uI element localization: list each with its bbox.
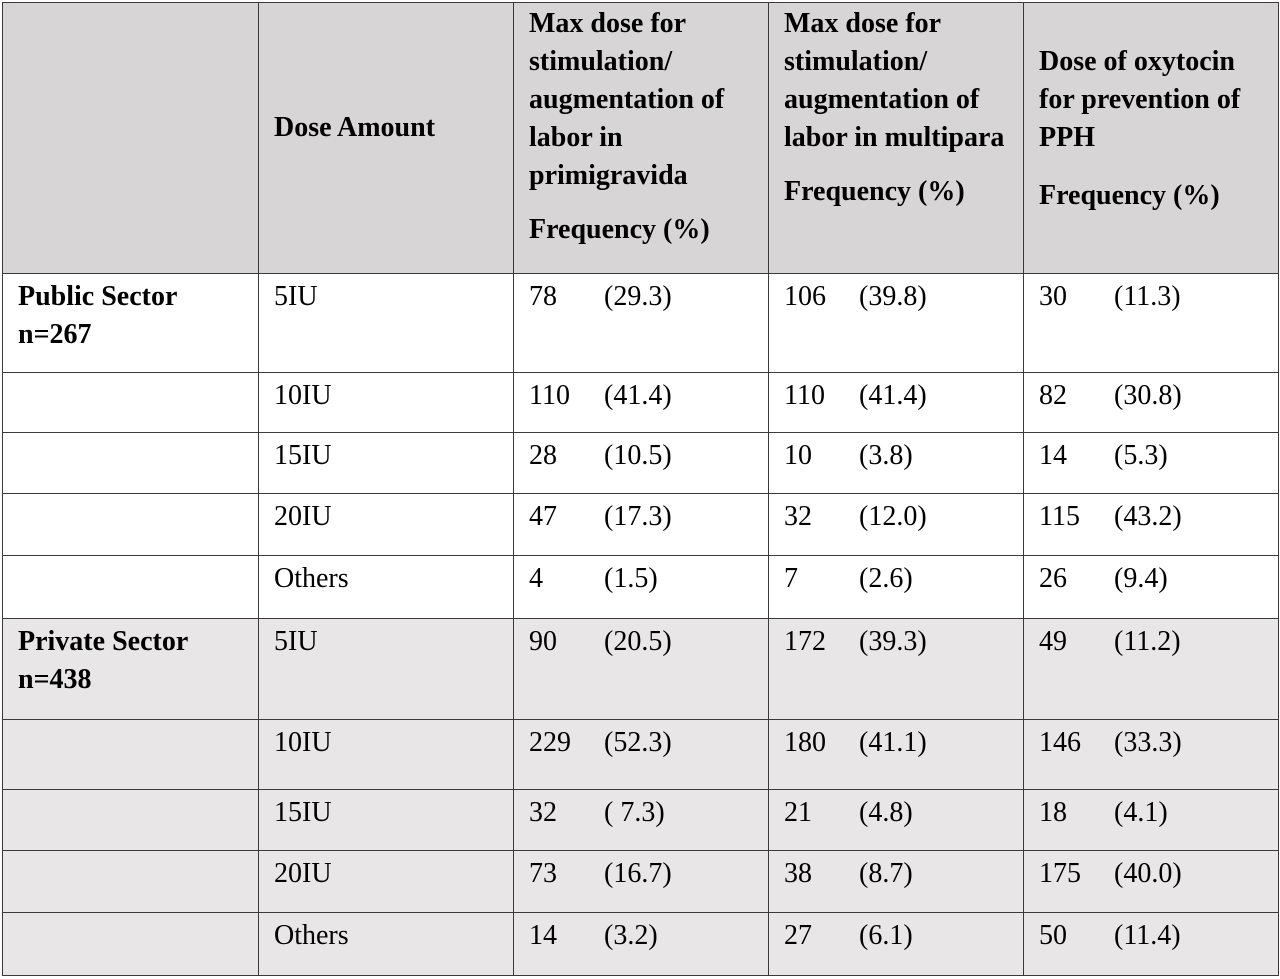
sector-name: Private Sector: [18, 626, 189, 657]
sector-sample-size: n=267: [18, 319, 92, 350]
multipara-cell: [769, 720, 1024, 790]
sector-cell: [3, 433, 259, 494]
multipara-count: 106: [784, 281, 826, 312]
sector-cell: [3, 556, 259, 619]
pph-count: 175: [1039, 858, 1081, 889]
header-dose-amount-label: Dose Amount: [274, 112, 436, 143]
header-multipara-label: Max dose for stimulation/ augmentation of labor in multipara: [784, 8, 1005, 153]
dose-amount: Others: [274, 563, 349, 594]
header-dose-amount: [259, 3, 514, 274]
multipara-cell: [769, 913, 1024, 976]
multipara-cell: [769, 373, 1024, 433]
primigravida-cell: [514, 913, 769, 976]
dose-cell: [259, 433, 514, 494]
header-multipara-frequency: Frequency (%): [784, 176, 965, 207]
pph-percent: (30.8): [1114, 380, 1182, 411]
primigravida-percent: (20.5): [604, 626, 672, 657]
sector-cell: [3, 494, 259, 556]
header-row: [3, 3, 1279, 274]
multipara-cell: [769, 851, 1024, 913]
pph-percent: (9.4): [1114, 563, 1168, 594]
dose-cell: [259, 619, 514, 720]
multipara-count: 110: [784, 380, 825, 411]
table-row: [3, 274, 1279, 373]
pph-percent: (4.1): [1114, 797, 1168, 828]
multipara-count: 172: [784, 626, 826, 657]
multipara-cell: [769, 619, 1024, 720]
table-row: [3, 433, 1279, 494]
sector-sample-size: n=438: [18, 664, 92, 695]
dose-cell: [259, 851, 514, 913]
dose-amount: 10IU: [274, 727, 332, 758]
pph-cell: [1024, 373, 1279, 433]
pph-cell: [1024, 619, 1279, 720]
primigravida-percent: (16.7): [604, 858, 672, 889]
multipara-percent: (6.1): [859, 920, 913, 951]
table-row: [3, 373, 1279, 433]
dose-amount: 15IU: [274, 440, 332, 471]
pph-cell: [1024, 720, 1279, 790]
pph-percent: (33.3): [1114, 727, 1182, 758]
multipara-percent: (12.0): [859, 501, 927, 532]
pph-percent: (11.4): [1114, 920, 1181, 951]
sector-name: Public Sector: [18, 281, 178, 312]
dose-cell: [259, 790, 514, 851]
dose-cell: [259, 274, 514, 373]
header-multipara: [769, 3, 1024, 274]
primigravida-count: 78: [529, 281, 557, 312]
multipara-percent: (39.8): [859, 281, 927, 312]
public-sector-group: [3, 274, 1279, 619]
pph-count: 30: [1039, 281, 1067, 312]
primigravida-cell: [514, 619, 769, 720]
primigravida-percent: (41.4): [604, 380, 672, 411]
primigravida-cell: [514, 274, 769, 373]
pph-percent: (11.3): [1114, 281, 1181, 312]
header-primigravida-label: Max dose for stimulation/ augmentation of labor in primigravida: [529, 8, 725, 191]
multipara-cell: [769, 433, 1024, 494]
multipara-count: 180: [784, 727, 826, 758]
multipara-percent: (3.8): [859, 440, 913, 471]
primigravida-count: 4: [529, 563, 543, 594]
table-row: [3, 913, 1279, 976]
sector-cell: [3, 373, 259, 433]
multipara-percent: (39.3): [859, 626, 927, 657]
dose-cell: [259, 720, 514, 790]
pph-count: 146: [1039, 727, 1081, 758]
dose-amount: 20IU: [274, 501, 332, 532]
pph-count: 115: [1039, 501, 1080, 532]
pph-cell: [1024, 851, 1279, 913]
primigravida-percent: (1.5): [604, 563, 658, 594]
primigravida-count: 73: [529, 858, 557, 889]
pph-cell: [1024, 790, 1279, 851]
primigravida-count: 47: [529, 501, 557, 532]
header-primigravida-frequency: Frequency (%): [529, 214, 710, 245]
primigravida-cell: [514, 373, 769, 433]
multipara-cell: [769, 494, 1024, 556]
multipara-percent: (41.1): [859, 727, 927, 758]
primigravida-cell: [514, 790, 769, 851]
primigravida-count: 28: [529, 440, 557, 471]
table-row: [3, 619, 1279, 720]
multipara-percent: (8.7): [859, 858, 913, 889]
header-pph-label: Dose of oxytocin for prevention of PPH: [1039, 46, 1241, 153]
pph-percent: (43.2): [1114, 501, 1182, 532]
primigravida-count: 14: [529, 920, 557, 951]
dose-cell: [259, 373, 514, 433]
header-pph-frequency: Frequency (%): [1039, 180, 1220, 211]
multipara-percent: (41.4): [859, 380, 927, 411]
table-row: [3, 720, 1279, 790]
header-primigravida: [514, 3, 769, 274]
pph-cell: [1024, 494, 1279, 556]
primigravida-cell: [514, 433, 769, 494]
primigravida-cell: [514, 494, 769, 556]
header-blank: [3, 3, 259, 274]
multipara-count: 21: [784, 797, 812, 828]
table-row: [3, 790, 1279, 851]
table-row: [3, 494, 1279, 556]
pph-count: 82: [1039, 380, 1067, 411]
oxytocin-dose-table: [2, 2, 1279, 976]
primigravida-percent: (17.3): [604, 501, 672, 532]
dose-amount: Others: [274, 920, 349, 951]
header-pph: [1024, 3, 1279, 274]
multipara-percent: (2.6): [859, 563, 913, 594]
primigravida-cell: [514, 720, 769, 790]
pph-percent: (40.0): [1114, 858, 1182, 889]
primigravida-percent: (52.3): [604, 727, 672, 758]
multipara-cell: [769, 556, 1024, 619]
private-sector-group: [3, 619, 1279, 976]
sector-cell: [3, 720, 259, 790]
dose-amount: 5IU: [274, 281, 318, 312]
pph-count: 18: [1039, 797, 1067, 828]
primigravida-cell: [514, 851, 769, 913]
pph-count: 50: [1039, 920, 1067, 951]
primigravida-count: 32: [529, 797, 557, 828]
dose-cell: [259, 913, 514, 976]
sector-cell: [3, 913, 259, 976]
sector-label: [3, 619, 258, 699]
primigravida-count: 110: [529, 380, 570, 411]
primigravida-count: 229: [529, 727, 571, 758]
sector-cell: [3, 851, 259, 913]
multipara-count: 38: [784, 858, 812, 889]
sector-cell: [3, 274, 259, 373]
primigravida-count: 90: [529, 626, 557, 657]
primigravida-percent: (3.2): [604, 920, 658, 951]
sector-cell: [3, 790, 259, 851]
table-row: [3, 851, 1279, 913]
pph-cell: [1024, 433, 1279, 494]
pph-cell: [1024, 274, 1279, 373]
multipara-count: 7: [784, 563, 798, 594]
multipara-percent: (4.8): [859, 797, 913, 828]
dose-amount: 15IU: [274, 797, 332, 828]
primigravida-percent: (10.5): [604, 440, 672, 471]
primigravida-percent: (29.3): [604, 281, 672, 312]
dose-amount: 10IU: [274, 380, 332, 411]
pph-count: 14: [1039, 440, 1067, 471]
pph-cell: [1024, 913, 1279, 976]
dose-cell: [259, 556, 514, 619]
dose-amount: 20IU: [274, 858, 332, 889]
sector-label: [3, 274, 258, 354]
pph-percent: (11.2): [1114, 626, 1181, 657]
dose-amount: 5IU: [274, 626, 318, 657]
pph-cell: [1024, 556, 1279, 619]
multipara-cell: [769, 790, 1024, 851]
primigravida-percent: ( 7.3): [604, 797, 665, 828]
multipara-count: 32: [784, 501, 812, 532]
table-row: [3, 556, 1279, 619]
multipara-cell: [769, 274, 1024, 373]
multipara-count: 27: [784, 920, 812, 951]
primigravida-cell: [514, 556, 769, 619]
pph-count: 49: [1039, 626, 1067, 657]
sector-cell: [3, 619, 259, 720]
pph-percent: (5.3): [1114, 440, 1168, 471]
multipara-count: 10: [784, 440, 812, 471]
pph-count: 26: [1039, 563, 1067, 594]
dose-cell: [259, 494, 514, 556]
